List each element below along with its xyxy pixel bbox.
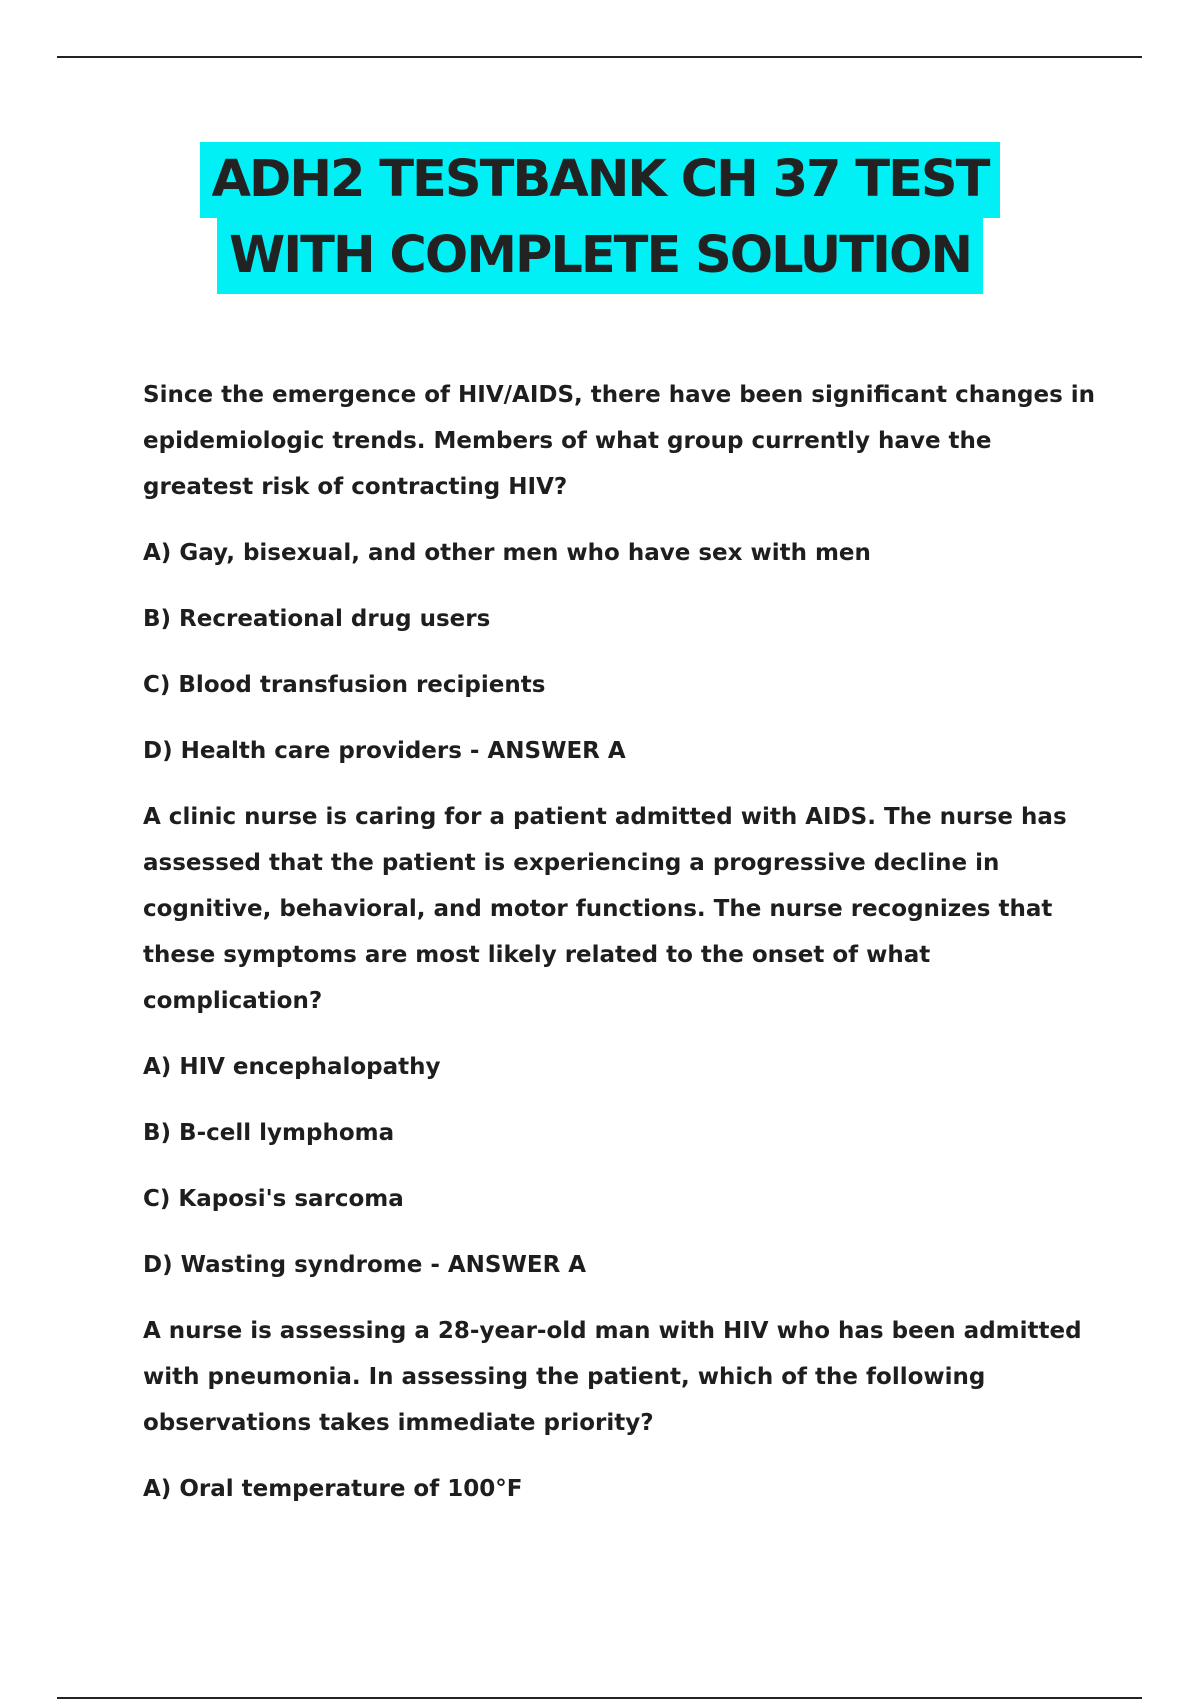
answer-option: A) Gay, bisexual, and other men who have sex with men	[143, 540, 871, 566]
bottom-rule	[57, 1697, 1142, 1699]
document-title	[0, 142, 1200, 294]
top-rule	[57, 56, 1142, 58]
answer-option: C) Blood transfusion recipients	[143, 672, 546, 698]
title-line-1: ADH2 TESTBANK CH 37 TEST	[200, 142, 1001, 218]
question-list	[143, 372, 1103, 1532]
question-text: Since the emergence of HIV/AIDS, there have been significant changes in epidemiologic trends. Members of what group currently have the greatest risk of contracting HIV?	[143, 382, 1096, 500]
answer-option: B) B-cell lymphoma	[143, 1120, 395, 1146]
question-text: A nurse is assessing a 28-year-old man with HIV who has been admitted with pneumonia. In assessing the patient, which of the following observations takes immediate priority?	[143, 1318, 1082, 1436]
answer-option: C) Kaposi's sarcoma	[143, 1186, 404, 1212]
answer-option: D) Wasting syndrome - ANSWER A	[143, 1252, 587, 1278]
answer-option: A) Oral temperature of 100°F	[143, 1476, 523, 1502]
answer-option: D) Health care providers - ANSWER A	[143, 738, 626, 764]
answer-option: A) HIV encephalopathy	[143, 1054, 441, 1080]
title-line-2: WITH COMPLETE SOLUTION	[217, 218, 983, 294]
question-block-2	[143, 794, 1103, 1288]
question-block-3	[143, 1308, 1103, 1512]
answer-option: B) Recreational drug users	[143, 606, 491, 632]
question-text: A clinic nurse is caring for a patient admitted with AIDS. The nurse has assessed that the patient is experiencing a progressive decline in cognitive, behavioral, and motor functions. The nurse recognizes that these symptoms are most likely related to the onset of what complication?	[143, 804, 1067, 1014]
question-block-1	[143, 372, 1103, 774]
